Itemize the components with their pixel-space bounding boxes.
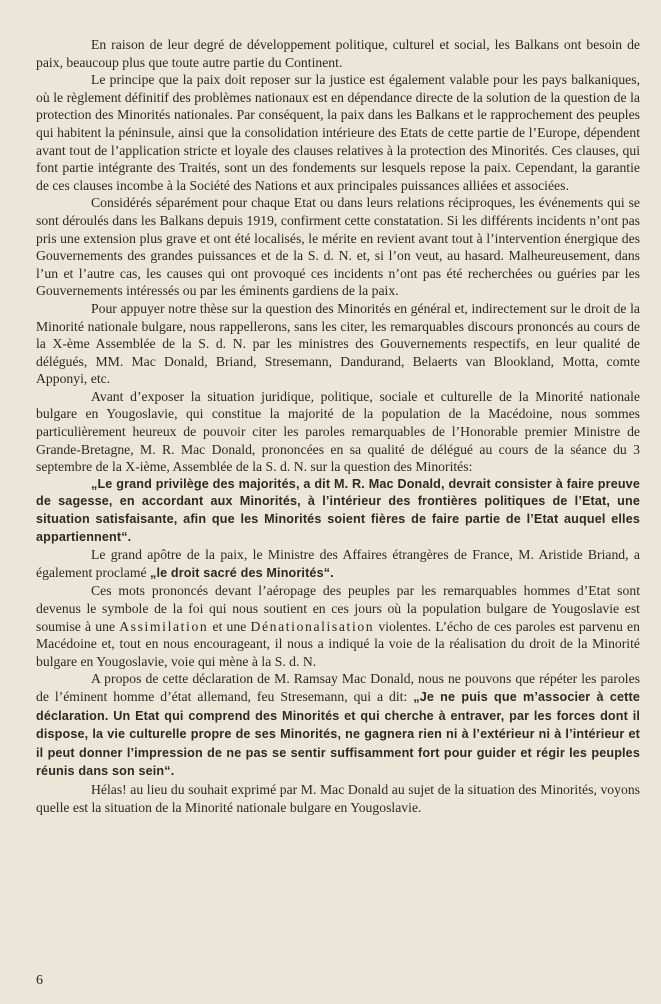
paragraph-9 (36, 670, 640, 781)
spaced-term-assimilation: Assimilation (119, 618, 209, 634)
paragraph-8-after: violentes. L’écho de ces paroles est parvenu en Macédoine et, tout en nous encourageant, il nous a indiqué la voie de la réalisation du droit de la Minorité bulgare en Yougoslavie, voie qui mène à la S. d. N. (36, 618, 640, 669)
quote-mac-donald: „Le grand privilège des majorités, a dit M. R. Mac Donald, devrait consister à faire preuve de sagesse, en accordant aux Minorités, à l’intérieur des frontières politiques de l’Etat, une situation satisfaisante, afin que les Minorités soient fières de faire partie de l’Etat auquel elles appartiennent“. (36, 476, 640, 544)
spaced-term-denationalisation: Dénationalisation (250, 618, 375, 634)
paragraph-7 (36, 546, 640, 582)
paragraph-4: Pour appuyer notre thèse sur la question des Minorités en général et, indirectement sur le droit de la Minorité nationale bulgare, nous rappellerons, sans les citer, les remarquables discours prononcés au cours de la X-ème Assemblée de la S. d. N. par les ministres des Gouvernements respectifs, en leur qualité de délégués, MM. Mac Donald, Briand, Stresemann, Dandurand, Belaerts van Blookland, Motta, comte Apponyi, etc. (36, 300, 640, 387)
paragraph-9-text: A propos de cette déclaration de M. Ramsay Mac Donald, nous ne pouvons que répéter les paroles de l’éminent homme d’état allemand, feu Stresemann, qui a dit: (36, 671, 640, 704)
paragraph-1: En raison de leur degré de développement politique, culturel et social, les Balkans ont besoin de paix, beaucoup plus que toute autre partie du Continent. (36, 37, 640, 70)
paragraph-5: Avant d’exposer la situation juridique, politique, sociale et culturelle de la Minorité nationale bulgare en Yougoslavie, qui constitue la majorité de la population de la Macédoine, nous sommes particulièrement heureux de pouvoir citer les paroles remarquables de l’Honorable premier Ministre de Grande-Bretagne, M. R. Mac Donald, prononcées en sa qualité de délégué au cours de la séance du 3 septembre de la X-ième, Assemblée de la S. d. N. sur la question des Minorités: (36, 388, 640, 475)
quote-stresemann: „Je ne puis que m’associer à cette déclaration. Un Etat qui comprend des Minorités et qui cherche à entraver, par les forces dont il dispose, la vie culturelle propre de ses Minorités, ne gagnera rien ni à l’extérieur ni à l’intérieur et il peut donner l’impression de ne pas se sentir suffisamment fort pour guider et régir les peuples réunis dans son sein“. (36, 689, 641, 779)
body-text (36, 36, 640, 816)
paragraph-7-text: Le grand apôtre de la paix, le Ministre des Affaires étrangères de France, M. Aristide Briand, a également proclamé (36, 547, 640, 580)
paragraph-8-text: Ces mots prononcés devant l’aéropage des peuples par les remarquables hommes d’Etat sont devenus le symbole de la foi qui nous soutient en ces jours où la population bulgare de Yougoslavie est soumise à une (36, 583, 640, 634)
page-number: 6 (36, 973, 43, 988)
paragraph-10: Hélas! au lieu du souhait exprimé par M. Mac Donald au sujet de la situation des Minorités, voyons quelle est la situation de la Minorité nationale bulgare en Yougoslavie. (36, 781, 640, 815)
paragraph-3: Considérés séparément pour chaque Etat ou dans leurs relations réciproques, les événements qui se sont déroulés dans les Balkans depuis 1919, confirment cette constatation. Si les différents incidents n’ont pas pris une extension plus grave et ont été localisés, le mérite en revient avant tout à l’intervention énergique des Gouvernements des grandes puissances et de la S. d. N. et, si l’on veut, au hasard. Malheureusement, dans l’un et l’autre cas, les causes qui ont provoqué ces incidents n’ont pas été recherchées ou guéries par les Gouvernements intéressés ou par les éminents gardiens de la paix. (36, 195, 640, 299)
paragraph-8-middle: et une (208, 618, 251, 634)
paragraph-8 (36, 582, 640, 670)
paragraph-2: Le principe que la paix doit reposer sur la justice est également valable pour les pays balkaniques, où le règlement définitif des problèmes nationaux est en dépendance directe de la solution de la question de la protection des Minorités nationales. Par conséquent, la paix dans les Balkans et le rapprochement des peuples qui habitent la péninsule, ainsi que la consolidation intérieure des Etats de cette partie de l’Europe, dépendent avant tout de l’application stricte et loyale des clauses relatives à la protection des Minorités. Ces clauses, qui font partie intégrante des Traités, sont un des fondements sur lesquels repose la paix. Cependant, la garantie de ces clauses incombe à la Société des Nations et aux principales puissances alliées et associées. (36, 72, 640, 193)
quote-briand: „le droit sacré des Minorités“. (150, 565, 334, 580)
